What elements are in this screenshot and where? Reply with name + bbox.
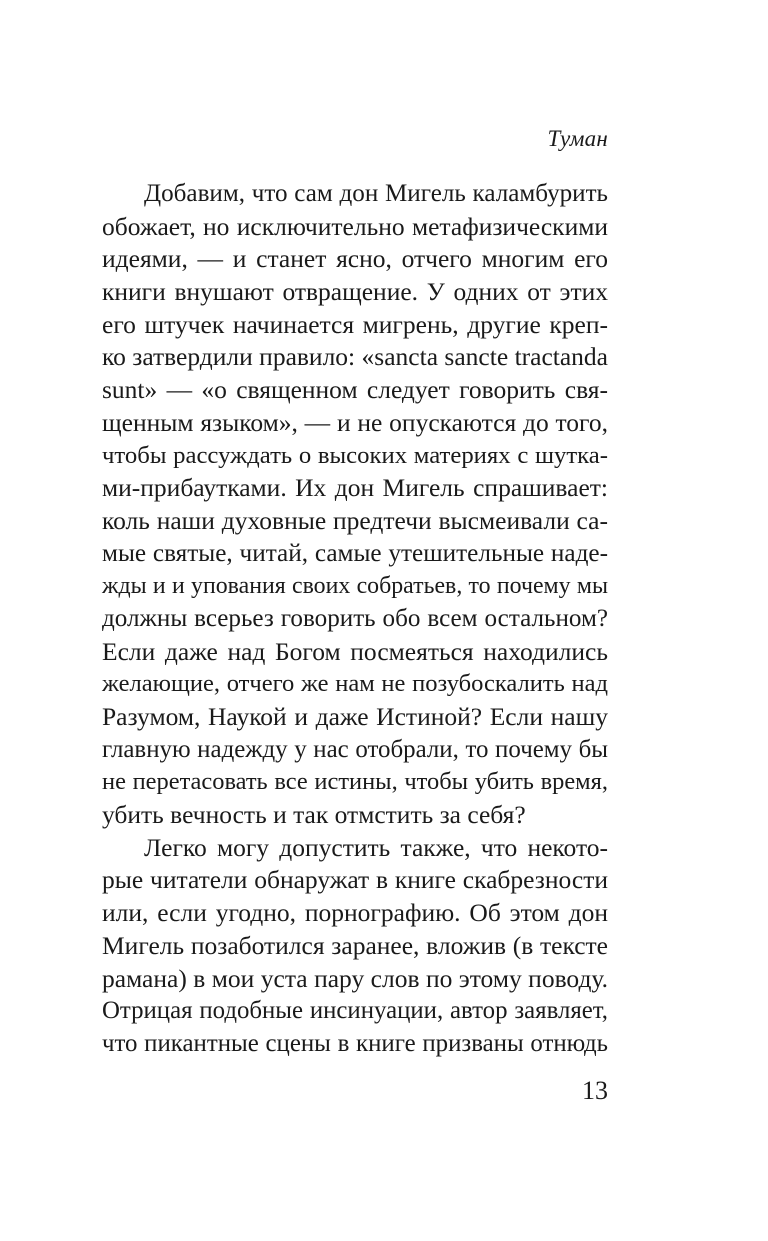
text-line: жды и и упования своих собратьев, то почему мы [102, 573, 608, 600]
text-line: рые читатели обнаружат в книге скабрезности [102, 865, 608, 895]
text-line: ко затвердили правило: «sancta sancte tractanda [102, 342, 608, 372]
text-line: ми-прибаутками. Их дон Мигель спрашивает: [102, 473, 608, 503]
text-line: Если даже над Богом посмеяться находились [102, 636, 608, 666]
text-line: убить вечность и так отмстить за себя? [102, 800, 526, 830]
text-line: книги внушают отвращение. У одних от этих [102, 277, 608, 307]
text-line: Разумом, Наукой и даже Истиной? Если нашу [102, 702, 608, 731]
text-line: обожает, но исключительно метафизическими [102, 211, 608, 241]
text-line: его штучек начинается мигрень, другие креп- [102, 309, 608, 339]
text-line: щенным языком», — и не опускаются до того, [102, 407, 608, 437]
text-line: должны всерьез говорить обо всем остальном? [102, 604, 608, 632]
body-text [102, 178, 608, 1061]
text-line: или, если угодно, порнографию. Об этом дон [102, 898, 608, 928]
text-line: чтобы рассуждать о высоких материях с шутка- [102, 441, 608, 469]
text-line: sunt» — «о священном следует говорить свя- [102, 375, 608, 405]
text-line: Отрицая подобные инсинуации, автор заявляет, [102, 997, 608, 1025]
page-number: 13 [582, 1076, 608, 1105]
text-line: что пикантные сцены в книге призваны отнюдь [102, 1029, 608, 1057]
text-line: Легко могу допустить также, что некото- [144, 832, 608, 862]
text-line: Мигель позаботился заранее, вложив (в тексте [102, 930, 608, 960]
text-line: главную надежду у нас отобрали, то почему бы [102, 735, 608, 763]
text-line: мые святые, читай, самые утешительные наде- [102, 539, 608, 567]
text-line: коль наши духовные предтечи высмеивали са- [102, 505, 608, 535]
text-line: идеями, — и станет ясно, отчего многим его [102, 244, 608, 274]
text-line: Добавим, что сам дон Мигель каламбурить [144, 180, 608, 207]
text-line: не перетасовать все истины, чтобы убить время, [102, 768, 608, 796]
text-line: желающие, отчего же нам не позубоскалить над [102, 670, 608, 698]
running-head: Туман [547, 126, 608, 151]
text-line: рамана) в мои уста пару слов по этому поводу. [102, 963, 608, 993]
